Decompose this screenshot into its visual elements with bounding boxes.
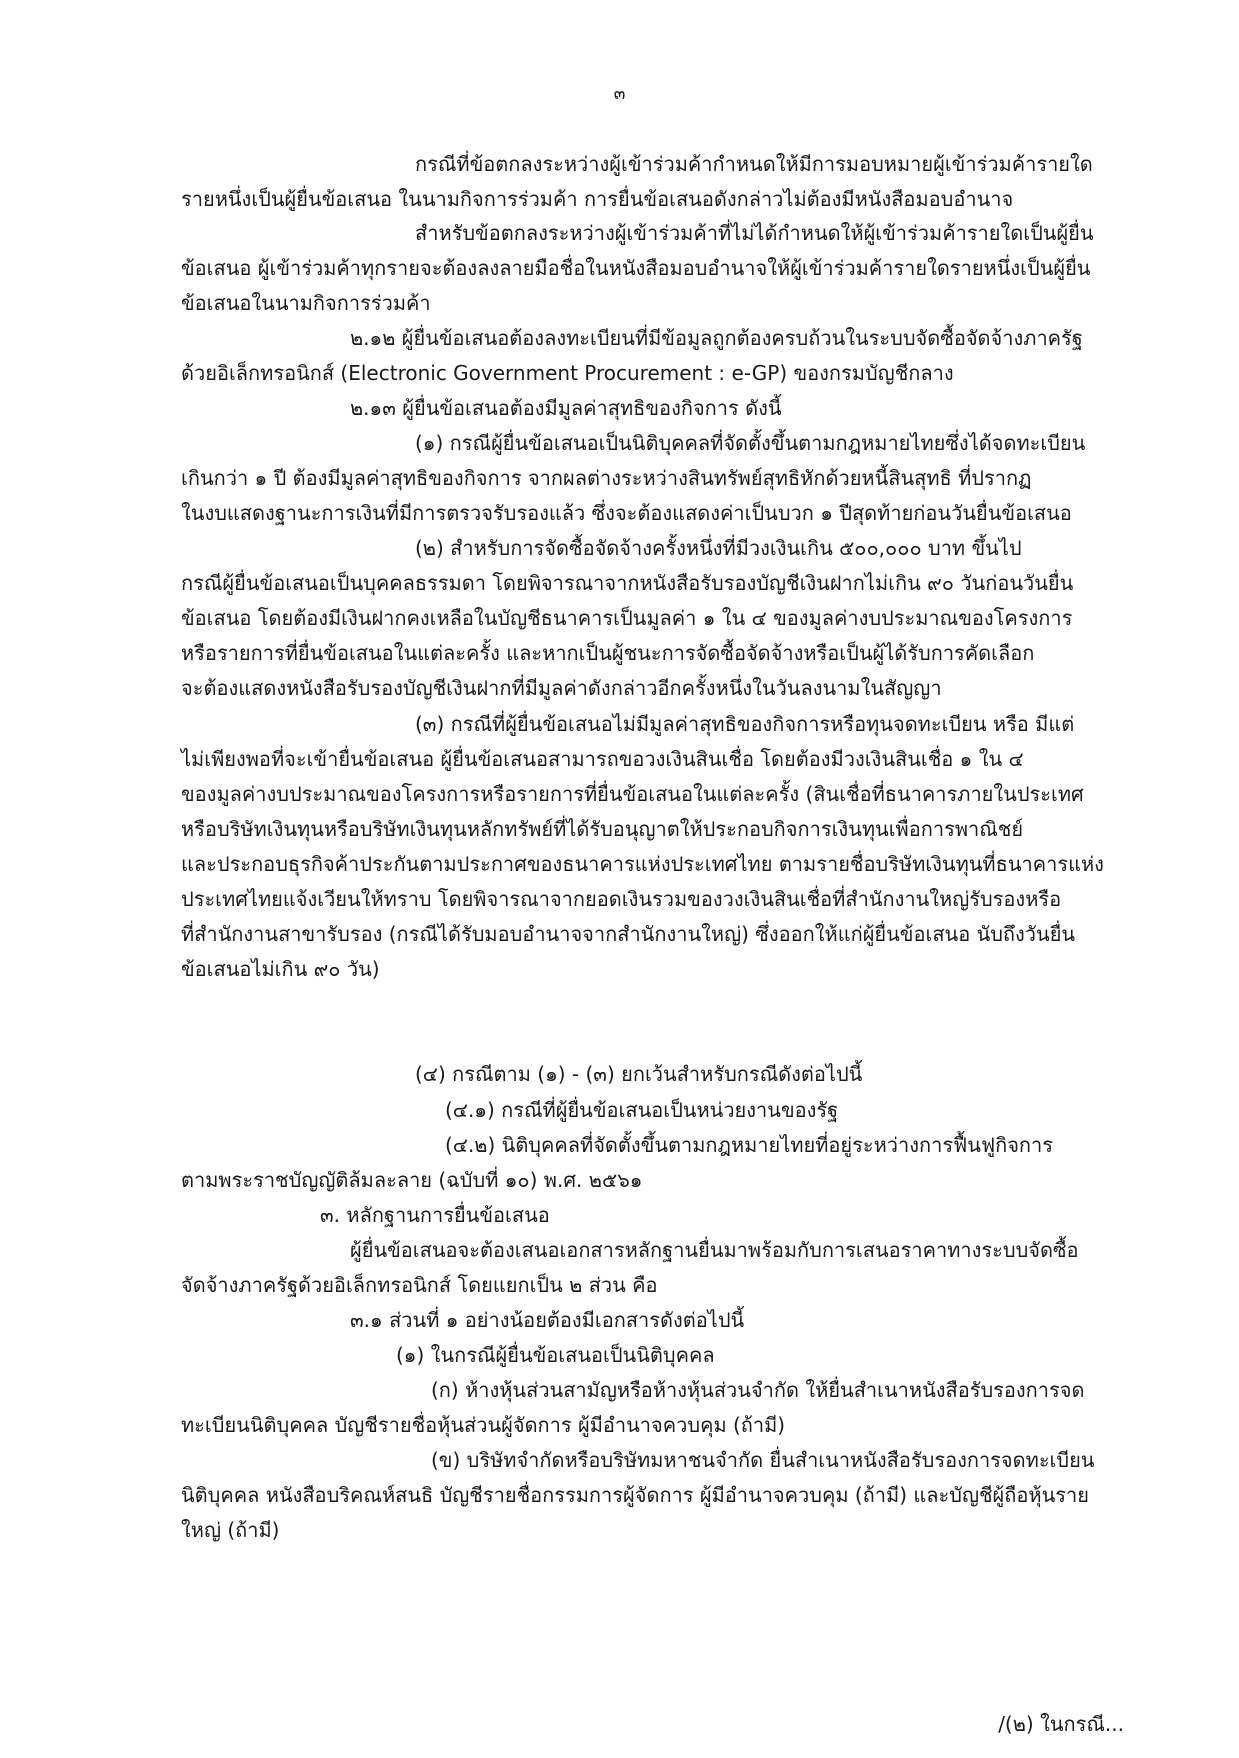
paragraph-line: (๔.๑) กรณีที่ผู้ยื่นข้อเสนอเป็นหน่วยงานของรัฐ: [445, 1098, 839, 1122]
paragraph-line: (๑) กรณีผู้ยื่นข้อเสนอเป็นนิติบุคคลที่จัดตั้งขึ้นตามกฎหมายไทยซึ่งได้จดทะเบียน: [415, 431, 1086, 455]
paragraph-line: นิติบุคคล หนังสือบริคณห์สนธิ บัญชีรายชื่อกรรมการผู้จัดการ ผู้มีอำนาจควบคุม (ถ้ามี) และบัญชีผู้ถือหุ้นราย: [181, 1483, 1089, 1507]
paragraph-line: (ก) ห้างหุ้นส่วนสามัญหรือห้างหุ้นส่วนจำกัด ให้ยื่นสำเนาหนังสือรับรองการจด: [431, 1378, 1085, 1402]
paragraph-line: ตามพระราชบัญญัติล้มละลาย (ฉบับที่ ๑๐) พ.ศ. ๒๕๖๑: [181, 1168, 643, 1192]
paragraph-line: ประเทศไทยแจ้งเวียนให้ทราบ โดยพิจารณาจากยอดเงินรวมของวงเงินสินเชื่อที่สำนักงานใหญ่รับรองหรือ: [181, 887, 1062, 911]
paragraph-line: ในงบแสดงฐานะการเงินที่มีการตรวจรับรองแล้ว ซึ่งจะต้องแสดงค่าเป็นบวก ๑ ปีสุดท้ายก่อนวันยื่นข้อเสนอ: [181, 501, 1072, 525]
paragraph-line: หรือบริษัทเงินทุนหรือบริษัทเงินทุนหลักทรัพย์ที่ได้รับอนุญาตให้ประกอบกิจการเงินทุนเพื่อการพาณิชย์: [181, 817, 1024, 841]
paragraph-line: รายหนึ่งเป็นผู้ยื่นข้อเสนอ ในนามกิจการร่วมค้า การยื่นข้อเสนอดังกล่าวไม่ต้องมีหนังสือมอบอำนาจ: [181, 187, 1014, 211]
continuation-footer: /(๒) ในกรณี...: [998, 1712, 1124, 1736]
paragraph-line: สำหรับข้อตกลงระหว่างผู้เข้าร่วมค้าที่ไม่ได้กำหนดให้ผู้เข้าร่วมค้ารายใดเป็นผู้ยื่น: [415, 221, 1094, 245]
paragraph-line: เกินกว่า ๑ ปี ต้องมีมูลค่าสุทธิของกิจการ จากผลต่างระหว่างสินทรัพย์สุทธิหักด้วยหนี้สินสุทธิ ที่ปรากฏ: [181, 466, 1032, 490]
paragraph-line: ข้อเสนอ โดยต้องมีเงินฝากคงเหลือในบัญชีธนาคารเป็นมูลค่า ๑ ใน ๔ ของมูลค่างบประมาณของโครงการ: [181, 606, 1073, 630]
paragraph-line: (๔) กรณีตาม (๑) - (๓) ยกเว้นสำหรับกรณีดังต่อไปนี้: [415, 1062, 863, 1086]
paragraph-line: จัดจ้างภาครัฐด้วยอิเล็กทรอนิกส์ โดยแยกเป็น ๒ ส่วน คือ: [181, 1273, 658, 1297]
paragraph-line: (๑) ในกรณีผู้ยื่นข้อเสนอเป็นนิติบุคคล: [396, 1343, 715, 1367]
paragraph-line: (๓) กรณีที่ผู้ยื่นข้อเสนอไม่มีมูลค่าสุทธิของกิจการหรือทุนจดทะเบียน หรือ มีแต่: [415, 712, 1075, 736]
paragraph-line: ผู้ยื่นข้อเสนอจะต้องเสนอเอกสารหลักฐานยื่นมาพร้อมกับการเสนอราคาทางระบบจัดซื้อ: [350, 1238, 1079, 1262]
paragraph-line: ทะเบียนนิติบุคคล บัญชีรายชื่อหุ้นส่วนผู้จัดการ ผู้มีอำนาจควบคุม (ถ้ามี): [181, 1413, 786, 1437]
paragraph-line: และประกอบธุรกิจค้าประกันตามประกาศของธนาคารแห่งประเทศไทย ตามรายชื่อบริษัทเงินทุนที่ธนาคารแห่ง: [181, 852, 1104, 876]
paragraph-line: ของมูลค่างบประมาณของโครงการหรือรายการที่ยื่นข้อเสนอในแต่ละครั้ง (สินเชื่อที่ธนาคารภายในประเทศ: [181, 782, 1084, 806]
paragraph-line: (๔.๒) นิติบุคคลที่จัดตั้งขึ้นตามกฎหมายไทยที่อยู่ระหว่างการฟื้นฟูกิจการ: [445, 1133, 1054, 1157]
paragraph-line: จะต้องแสดงหนังสือรับรองบัญชีเงินฝากที่มีมูลค่าดังกล่าวอีกครั้งหนึ่งในวันลงนามในสัญญา: [181, 676, 942, 700]
page-number: ๓: [613, 84, 626, 104]
paragraph-line: (ข) บริษัทจำกัดหรือบริษัทมหาชนจำกัด ยื่นสำเนาหนังสือรับรองการจดทะเบียน: [431, 1448, 1095, 1472]
paragraph-line: กรณีผู้ยื่นข้อเสนอเป็นบุคคลธรรมดา โดยพิจารณาจากหนังสือรับรองบัญชีเงินฝากไม่เกิน ๙๐ วันก่อนวันยื่น: [181, 571, 1074, 595]
paragraph-line: ข้อเสนอไม่เกิน ๙๐ วัน): [181, 957, 380, 981]
paragraph-line: ไม่เพียงพอที่จะเข้ายื่นข้อเสนอ ผู้ยื่นข้อเสนอสามารถขอวงเงินสินเชื่อ โดยต้องมีวงเงินสินเชื่อ ๑ ใน ๔: [181, 747, 1024, 771]
paragraph-line: หรือรายการที่ยื่นข้อเสนอในแต่ละครั้ง และหากเป็นผู้ชนะการจัดซื้อจัดจ้างหรือเป็นผู้ได้รับการคัดเลือก: [181, 641, 1035, 665]
paragraph-line: กรณีที่ข้อตกลงระหว่างผู้เข้าร่วมค้ากำหนดให้มีการมอบหมายผู้เข้าร่วมค้ารายใด: [415, 152, 1093, 176]
paragraph-line: ใหญ่ (ถ้ามี): [181, 1518, 280, 1542]
paragraph-line: ข้อเสนอในนามกิจการร่วมค้า: [181, 291, 431, 315]
paragraph-line: ข้อเสนอ ผู้เข้าร่วมค้าทุกรายจะต้องลงลายมือชื่อในหนังสือมอบอำนาจให้ผู้เข้าร่วมค้ารายใดรายหนึ่งเป็นผู้ยื่น: [181, 256, 1091, 280]
paragraph-line: ด้วยอิเล็กทรอนิกส์ (Electronic Government Procurement : e-GP) ของกรมบัญชีกลาง: [181, 361, 954, 385]
section-heading: ๒.๑๓ ผู้ยื่นข้อเสนอต้องมีมูลค่าสุทธิของกิจการ ดังนี้: [350, 396, 782, 420]
section-heading: ๓.๑ ส่วนที่ ๑ อย่างน้อยต้องมีเอกสารดังต่อไปนี้: [350, 1308, 745, 1332]
paragraph-line: ที่สำนักงานสาขารับรอง (กรณีได้รับมอบอำนาจจากสำนักงานใหญ่) ซึ่งออกให้แก่ผู้ยื่นข้อเสนอ นับถึงวันยื่น: [181, 922, 1076, 946]
section-heading: ๒.๑๒ ผู้ยื่นข้อเสนอต้องลงทะเบียนที่มีข้อมูลถูกต้องครบถ้วนในระบบจัดซื้อจัดจ้างภาครัฐ: [350, 326, 1083, 350]
section-heading: ๓. หลักฐานการยื่นข้อเสนอ: [320, 1203, 550, 1227]
paragraph-line: (๒) สำหรับการจัดซื้อจัดจ้างครั้งหนึ่งที่มีวงเงินเกิน ๕๐๐,๐๐๐ บาท ขึ้นไป: [415, 536, 1022, 560]
